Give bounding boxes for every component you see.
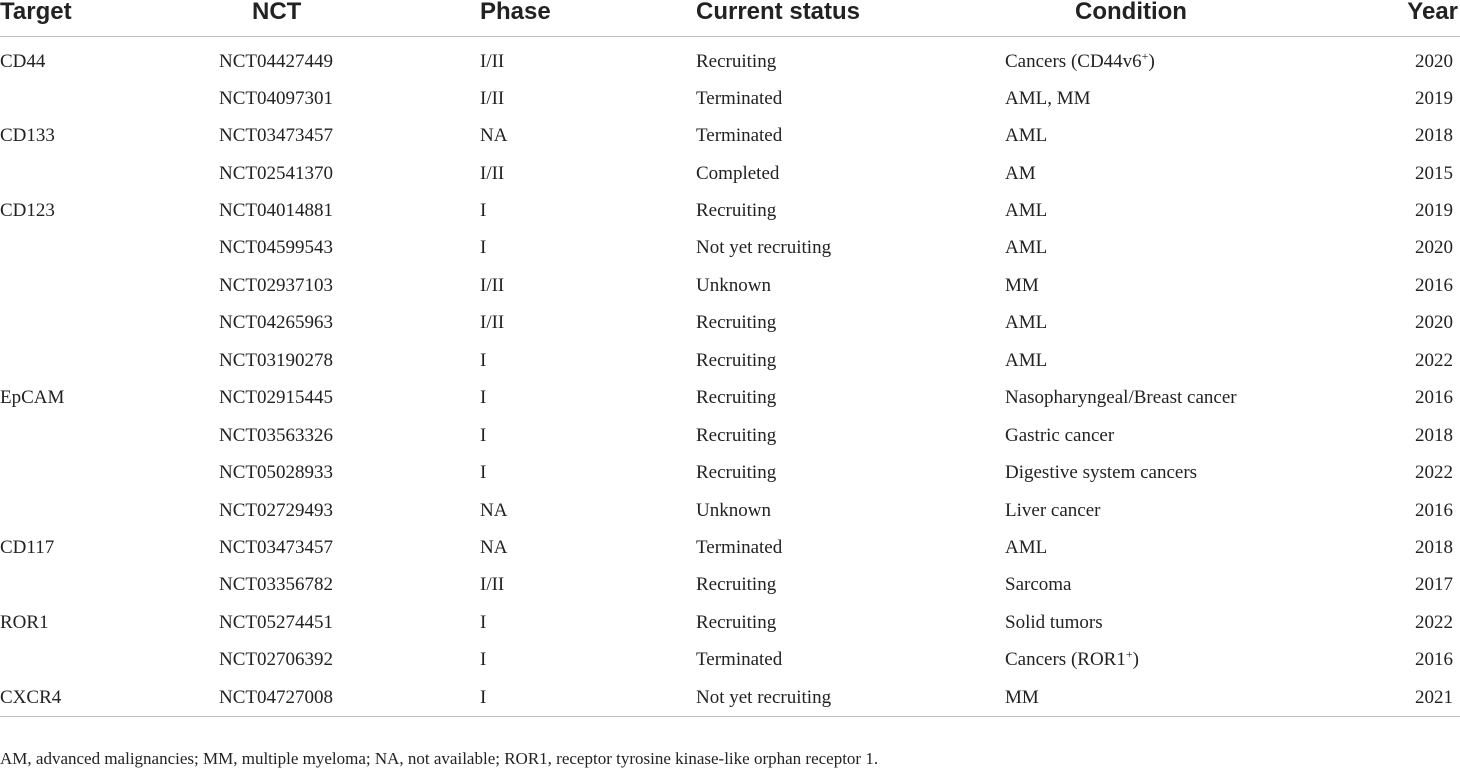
cell-condition: Nasopharyngeal/Breast cancer: [1005, 387, 1237, 409]
table-row: [0, 529, 1460, 566]
cell-target: CXCR4: [0, 679, 205, 717]
table-row: [0, 192, 1460, 229]
table-row: [0, 267, 1460, 304]
cell-target: CD44: [0, 50, 46, 72]
cell-year: 2016: [1415, 649, 1453, 671]
cell-condition: Gastric cancer: [1005, 424, 1115, 446]
cell-nct: NCT05274451: [219, 611, 333, 633]
cell-year: 2021: [1320, 679, 1460, 717]
cell-status: Recruiting: [696, 462, 777, 484]
cell-target: [0, 305, 205, 342]
cell-nct: NCT04265963: [219, 312, 333, 334]
cell-status: Recruiting: [696, 424, 777, 446]
header-phase: Phase: [473, 0, 681, 37]
cell-status: Unknown: [696, 274, 771, 296]
header-nct: NCT: [205, 0, 473, 37]
cell-target: [0, 642, 205, 679]
cell-year: 2022: [1415, 462, 1453, 484]
cell-target: [0, 155, 205, 192]
cell-phase: I/II: [480, 87, 505, 109]
condition-superscript: +: [1141, 48, 1149, 63]
table-row: [0, 117, 1460, 154]
cell-status: Terminated: [696, 649, 783, 671]
cell-phase: I/II: [480, 312, 505, 334]
table-row: [0, 380, 1460, 417]
cell-condition: AML: [1005, 237, 1048, 259]
condition-text: Cancers (ROR1: [1005, 649, 1126, 671]
table-row: [0, 155, 1460, 192]
condition-text-close: ): [1132, 649, 1139, 671]
cell-nct: NCT04599543: [219, 237, 333, 259]
table-row: [0, 604, 1460, 641]
cell-status: Not yet recruiting: [696, 237, 832, 259]
cell-nct: NCT05028933: [219, 462, 333, 484]
cell-target: [0, 267, 205, 304]
table-row: [0, 342, 1460, 379]
cell-phase: I/II: [480, 162, 505, 184]
cell-status: Recruiting: [696, 387, 777, 409]
cell-year: 2020: [1415, 237, 1453, 259]
cell-nct: NCT04097301: [219, 87, 333, 109]
cell-year: 2017: [1415, 574, 1453, 596]
cell-status: Recruiting: [696, 200, 777, 222]
cell-target: ROR1: [0, 611, 49, 633]
cell-condition: AML: [1005, 349, 1048, 371]
cell-year: 2022: [1415, 349, 1453, 371]
cell-nct: NCT03473457: [219, 536, 333, 558]
cell-condition: AML: [1005, 312, 1048, 334]
cell-target: [0, 417, 205, 454]
cell-nct: NCT04014881: [219, 200, 333, 222]
table-row: [0, 80, 1460, 117]
cell-condition: AML: [1005, 125, 1048, 147]
cell-condition: AML, MM: [1005, 87, 1091, 109]
cell-phase: I: [473, 679, 681, 717]
cell-target: [0, 230, 205, 267]
table-row: [0, 305, 1460, 342]
table-row: [0, 679, 1460, 717]
cell-phase: I: [480, 237, 487, 259]
cell-nct: NCT03190278: [219, 349, 333, 371]
cell-year: 2020: [1415, 50, 1453, 72]
header-year: Year: [1320, 0, 1460, 37]
cell-condition: AML: [1005, 536, 1048, 558]
table-row: [0, 454, 1460, 491]
cell-nct: NCT02706392: [219, 649, 333, 671]
cell-status: Completed: [696, 162, 780, 184]
cell-status: Terminated: [696, 125, 783, 147]
cell-condition: MM: [990, 679, 1320, 717]
cell-status: Recruiting: [696, 611, 777, 633]
cell-year: 2019: [1415, 200, 1453, 222]
cell-year: 2018: [1415, 424, 1453, 446]
cell-condition: AML: [1005, 200, 1048, 222]
cell-nct: NCT03356782: [219, 574, 333, 596]
cell-status: Not yet recruiting: [681, 679, 990, 717]
cell-year: 2018: [1415, 125, 1453, 147]
cell-status: Recruiting: [696, 349, 777, 371]
cell-condition: [990, 642, 1320, 679]
cell-status: Recruiting: [696, 50, 777, 72]
cell-year: 2016: [1415, 499, 1453, 521]
cell-nct: NCT03563326: [219, 424, 333, 446]
table-row: [0, 567, 1460, 604]
cell-status: Recruiting: [696, 574, 777, 596]
cell-phase: I: [480, 611, 487, 633]
table-body: [0, 37, 1460, 717]
header-condition: Condition: [990, 0, 1320, 37]
cell-condition: Sarcoma: [1005, 574, 1072, 596]
table-row: [0, 417, 1460, 454]
cell-condition: Digestive system cancers: [1005, 462, 1198, 484]
cell-target: [0, 342, 205, 379]
cell-condition: [990, 37, 1320, 81]
cell-phase: I/II: [480, 274, 505, 296]
cell-nct: NCT04427449: [219, 50, 333, 72]
cell-phase: I: [480, 649, 487, 671]
cell-phase: I: [480, 424, 487, 446]
cell-phase: NA: [480, 536, 508, 558]
cell-status: Terminated: [696, 87, 783, 109]
cell-phase: I: [480, 200, 487, 222]
cell-phase: NA: [480, 125, 508, 147]
cell-nct: NCT03473457: [219, 125, 333, 147]
cell-phase: I: [480, 387, 487, 409]
cell-phase: NA: [480, 499, 508, 521]
cell-target: EpCAM: [0, 387, 65, 409]
cell-status: Recruiting: [696, 312, 777, 334]
cell-condition: MM: [1005, 274, 1039, 296]
cell-nct: NCT02915445: [219, 387, 333, 409]
table-row: [0, 492, 1460, 529]
cell-phase: I/II: [480, 50, 505, 72]
cell-nct: NCT02541370: [219, 162, 333, 184]
cell-status: Unknown: [696, 499, 771, 521]
table-row: [0, 642, 1460, 679]
table-row: [0, 37, 1460, 81]
cell-target: CD123: [0, 200, 55, 222]
cell-target: [0, 492, 205, 529]
condition-superscript: +: [1125, 647, 1133, 662]
cell-year: 2019: [1415, 87, 1453, 109]
header-target: Target: [0, 0, 205, 37]
cell-nct: NCT02729493: [219, 499, 333, 521]
cell-year: 2016: [1415, 387, 1453, 409]
cell-nct: NCT02937103: [219, 274, 333, 296]
cell-target: CD133: [0, 125, 55, 147]
cell-year: 2018: [1415, 536, 1453, 558]
header-row: [0, 0, 1460, 37]
cell-condition: Liver cancer: [1005, 499, 1101, 521]
cell-phase: I: [480, 349, 487, 371]
cell-target: [0, 80, 205, 117]
condition-text-close: ): [1148, 50, 1155, 72]
condition-text: Cancers (CD44v6: [1005, 50, 1142, 72]
cell-year: 2015: [1415, 162, 1453, 184]
cell-target: [0, 567, 205, 604]
cell-target: [0, 454, 205, 491]
header-current-status: Current status: [681, 0, 990, 37]
table-row: [0, 230, 1460, 267]
cell-nct: NCT04727008: [205, 679, 473, 717]
table-header: [0, 0, 1460, 37]
cell-condition: Solid tumors: [1005, 611, 1103, 633]
cell-condition: AM: [1005, 162, 1036, 184]
cell-status: Terminated: [696, 536, 783, 558]
cell-phase: I/II: [480, 574, 505, 596]
cell-year: 2016: [1415, 274, 1453, 296]
cell-target: CD117: [0, 536, 55, 558]
cell-year: 2020: [1415, 312, 1453, 334]
cell-phase: I: [480, 462, 487, 484]
cell-year: 2022: [1415, 611, 1453, 633]
table-footnote: AM, advanced malignancies; MM, multiple myeloma; NA, not available; ROR1, receptor tyrosine kinase-like orphan receptor 1.: [0, 749, 879, 768]
